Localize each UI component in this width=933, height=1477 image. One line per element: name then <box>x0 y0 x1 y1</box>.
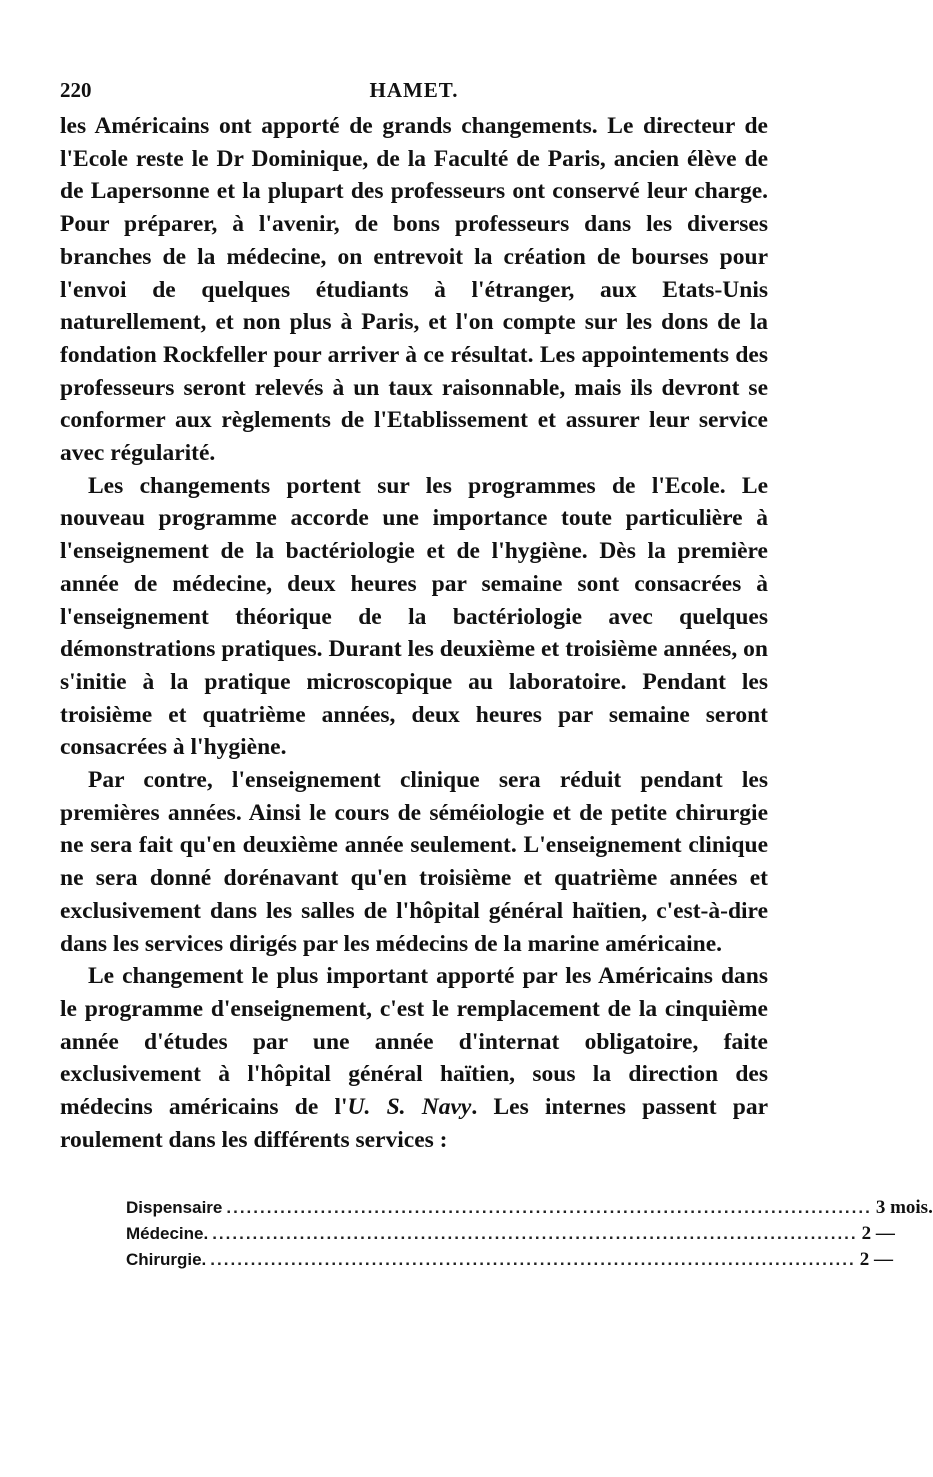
service-duration: 3 mois. <box>875 1196 933 1218</box>
running-head: HAMET. <box>369 78 459 102</box>
paragraph-1: les Américains ont apporté de grands changements. Le directeur de l'Ecole reste le Dr Dominique, de la Faculté de Paris, ancien élève de de Lapersonne et la plupart des professeurs ont conservé leur charge. Pour préparer, à l'avenir, de bons professeurs dans les diverses branches de la médecine, on entrevoit la création de bourses pour l'envoi de quelques étudiants à l'étranger, aux Etats-Unis naturellement, et non plus à Paris, et l'on compte sur les dons de la fondation Rockfeller pour arriver à ce résultat. Les appointements des professeurs seront relevés à un taux raisonnable, mais ils devront se conformer aux règlements de l'Etablissement et assurer leur service avec régularité. <box>60 113 768 467</box>
paragraph-3: Par contre, l'enseignement clinique sera réduit pendant les premières années. Ainsi le cours de séméiologie et de petite chirurgie ne sera fait qu'en deuxième année seulement. L'enseignement clinique ne sera donné dorénavant qu'en troisième et quatrième années et exclusivement dans les salles de l'hôpital général haïtien, c'est-à-dire dans les services dirigés par les médecins de la marine américaine. <box>60 767 768 957</box>
service-row <box>126 1196 933 1223</box>
service-name: Chirurgie. <box>126 1249 207 1269</box>
page-header <box>60 78 768 110</box>
leader-dots: ................................................................................................ <box>210 1249 856 1269</box>
leader-dots: ................................................................................................ <box>226 1197 872 1217</box>
service-row <box>126 1222 895 1249</box>
page-content <box>60 78 933 1275</box>
service-row <box>126 1248 893 1275</box>
service-name: Dispensaire <box>126 1197 223 1217</box>
page-number: 220 <box>60 78 92 102</box>
paragraph-2: Les changements portent sur les programmes de l'Ecole. Le nouveau programme accorde une importance toute particulière à l'enseignement de la bactériologie et de l'hygiène. Dès la première année de médecine, deux heures par semaine sont consacrées à l'enseignement théorique de la bactériologie avec quelques démonstrations pratiques. Durant les deuxième et troisième années, on s'initie à la pratique microscopique au laboratoire. Pendant les troisième et quatrième années, deux heures par semaine seront consacrées à l'hygiène. <box>60 472 768 761</box>
services-list <box>126 1196 933 1275</box>
service-duration: 2 — <box>859 1248 893 1270</box>
service-name: Médecine. <box>126 1223 209 1243</box>
paragraph-4 <box>60 960 768 1156</box>
paragraph-4-text-after: . Les internes passent par roulement dans les différents services : <box>60 1094 768 1153</box>
service-duration: 2 — <box>861 1222 895 1244</box>
leader-dots: ................................................................................................ <box>212 1223 858 1243</box>
paragraph-4-italic-navy: U. S. Navy <box>347 1094 472 1121</box>
paragraph-4-text-before: Le changement le plus important apporté par les Américains dans le programme d'enseignement, c'est le remplacement de la cinquième année d'études par une année d'internat obligatoire, faite exclusivement à l'hôpital général haïtien, sous la direction des médecins américains de l' <box>60 963 768 1121</box>
